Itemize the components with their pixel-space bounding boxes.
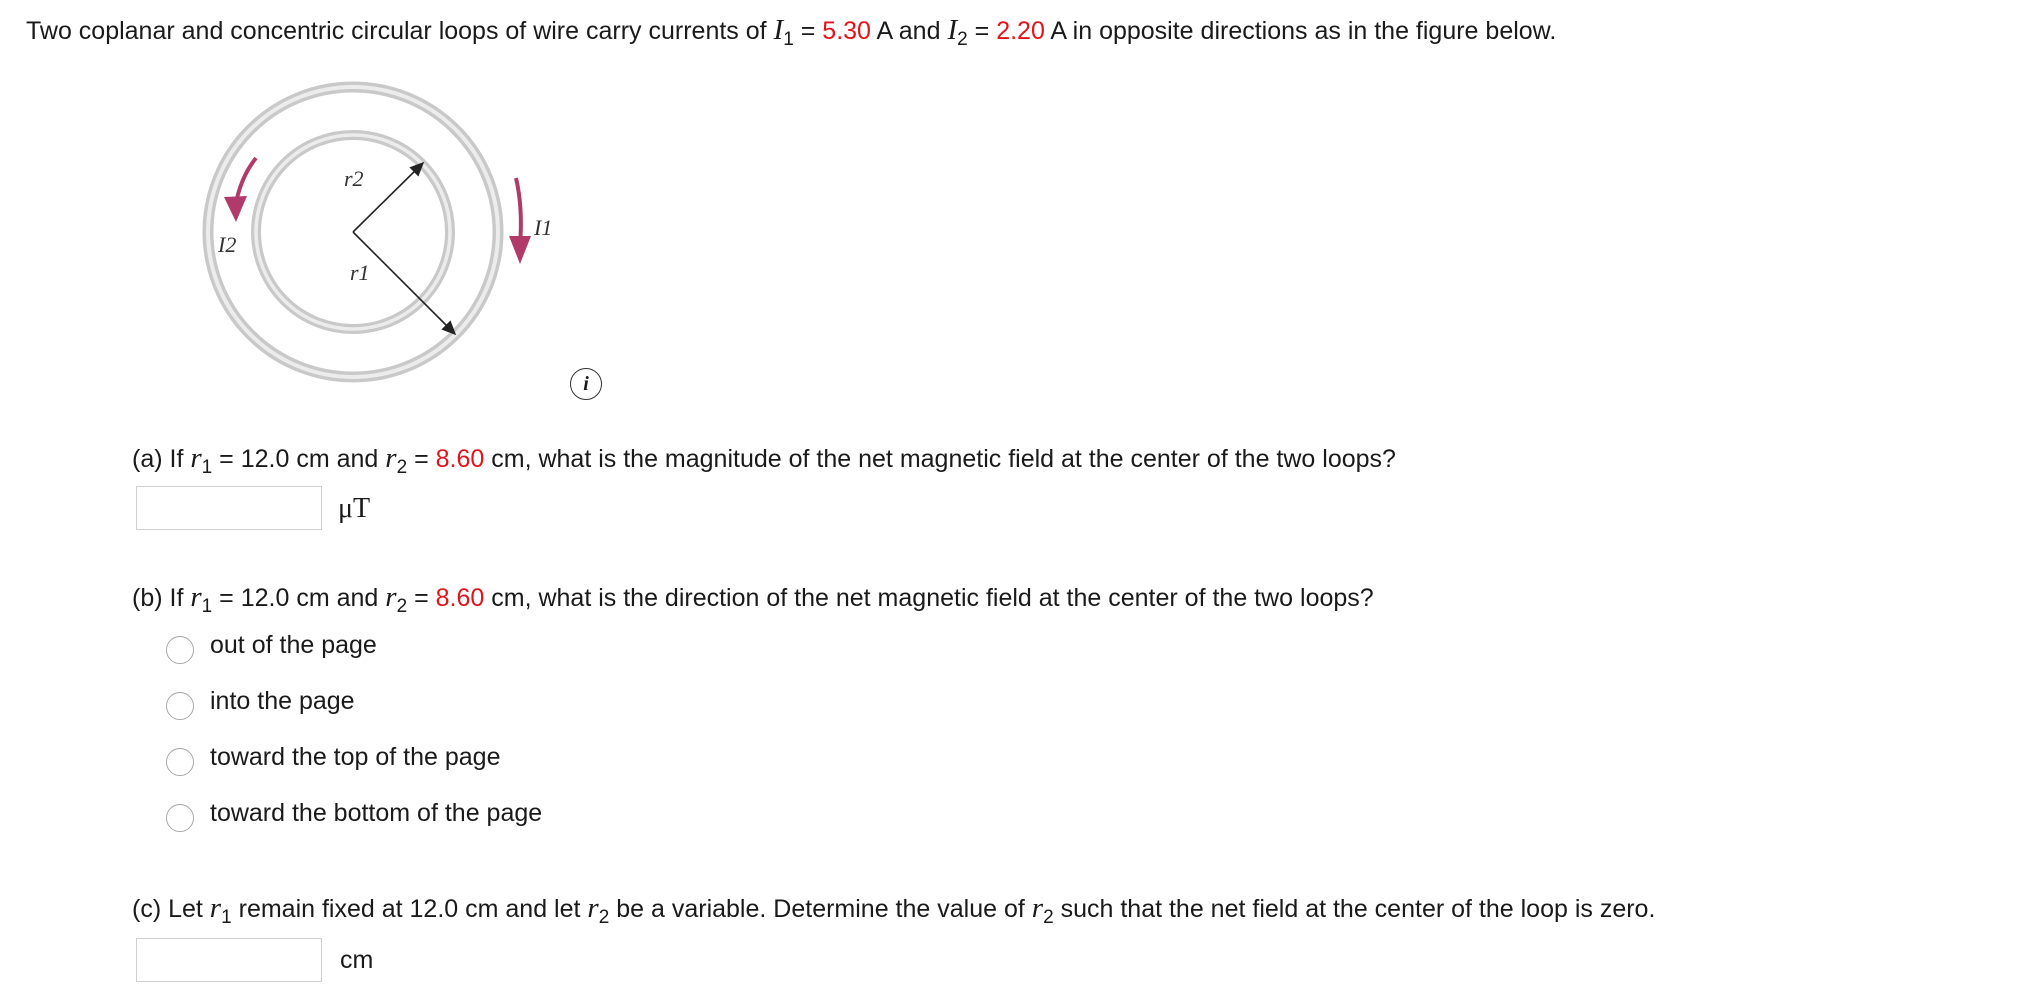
r2-subscript: 2 <box>598 907 610 928</box>
label-I1-text: I1 <box>534 215 553 240</box>
label-I2-text: I2 <box>218 232 237 257</box>
label-r1 <box>350 260 370 285</box>
option-toward-bottom[interactable] <box>166 796 542 830</box>
r1-symbol: r <box>190 581 202 613</box>
question-c <box>132 892 1656 928</box>
equals-sign: = <box>793 17 823 45</box>
option-toward-top-label: toward the top of the page <box>210 742 501 771</box>
question-a-connector: cm and <box>289 445 386 473</box>
option-toward-top[interactable] <box>166 740 501 774</box>
current-2-subscript: 2 <box>957 29 968 50</box>
option-toward-bottom-label: toward the bottom of the page <box>210 798 543 827</box>
equals-sign: = <box>407 584 436 612</box>
option-into-page[interactable] <box>166 684 355 718</box>
radio-toward-top[interactable] <box>166 748 194 776</box>
answer-a-input[interactable] <box>136 486 322 530</box>
question-b <box>132 581 1374 617</box>
r2-symbol: r <box>1031 892 1044 924</box>
current-1-subscript: 1 <box>783 29 794 50</box>
r1-subscript: 1 <box>221 907 232 928</box>
current-I1-arrowhead <box>509 236 531 264</box>
r1-value: 12.0 <box>240 445 290 473</box>
problem-statement <box>26 14 1557 50</box>
loops-diagram <box>190 70 610 400</box>
concentric-loops-figure <box>190 70 610 400</box>
r2-value: 8.60 <box>435 445 485 473</box>
r2-symbol: r <box>385 442 397 474</box>
intro-end-text: A in opposite directions as in the figure below. <box>1044 17 1557 45</box>
option-out-of-page[interactable] <box>166 628 377 662</box>
info-icon[interactable] <box>570 368 602 400</box>
current-1-value: 5.30 <box>822 17 871 45</box>
question-c-text-2: be a variable. Determine the value of <box>609 895 1032 923</box>
r1-subscript: 1 <box>201 457 213 478</box>
info-icon-glyph: i <box>583 372 589 395</box>
question-b-suffix: cm, what is the direction of the net magnetic field at the center of the two loops? <box>484 584 1374 612</box>
question-a <box>132 442 1396 478</box>
question-c-prefix: (c) Let <box>132 895 210 923</box>
r2-value: 8.60 <box>435 584 485 612</box>
label-I2 <box>217 232 236 257</box>
r2-subscript: 2 <box>1043 907 1054 928</box>
r1-value: 12.0 <box>240 584 290 612</box>
question-c-text-1: remain fixed at 12.0 cm and let <box>231 895 588 923</box>
r2-symbol: r <box>587 892 599 924</box>
unit-a-label: μT <box>338 493 371 524</box>
r2-symbol: r <box>385 581 397 613</box>
question-a-prefix: (a) If <box>132 445 191 473</box>
current-1-symbol: I <box>773 14 784 46</box>
question-c-suffix: such that the net field at the center of the loop is zero. <box>1053 895 1656 923</box>
intro-text: Two coplanar and concentric circular loops of wire carry currents of <box>26 17 774 45</box>
label-r1-text: r1 <box>350 260 370 285</box>
answer-c-input[interactable] <box>136 938 322 982</box>
equals-sign: = <box>967 17 997 45</box>
label-r2 <box>344 166 364 191</box>
intro-connector: A and <box>870 17 948 45</box>
question-a-suffix: cm, what is the magnitude of the net magnetic field at the center of the two loops? <box>484 445 1396 473</box>
current-2-symbol: I <box>947 14 958 46</box>
equals-sign: = <box>407 445 436 473</box>
r2-subscript: 2 <box>396 457 408 478</box>
current-2-value: 2.20 <box>996 17 1045 45</box>
question-b-prefix: (b) If <box>132 584 191 612</box>
label-r2-text: r2 <box>344 166 364 191</box>
current-I2-arrowhead <box>224 196 247 222</box>
r1-subscript: 1 <box>201 596 213 617</box>
label-I1 <box>533 215 552 240</box>
option-into-page-label: into the page <box>210 686 355 715</box>
radio-toward-bottom[interactable] <box>166 804 194 832</box>
question-b-connector: cm and <box>289 584 386 612</box>
equals-sign: = <box>212 445 241 473</box>
r1-symbol: r <box>209 892 222 924</box>
radio-out-of-page[interactable] <box>166 636 194 664</box>
r1-symbol: r <box>190 442 202 474</box>
current-I1-arrow <box>516 178 521 245</box>
option-out-of-page-label: out of the page <box>210 630 377 659</box>
r2-subscript: 2 <box>396 596 408 617</box>
unit-c-label: cm <box>340 946 374 974</box>
equals-sign: = <box>212 584 241 612</box>
radio-into-page[interactable] <box>166 692 194 720</box>
